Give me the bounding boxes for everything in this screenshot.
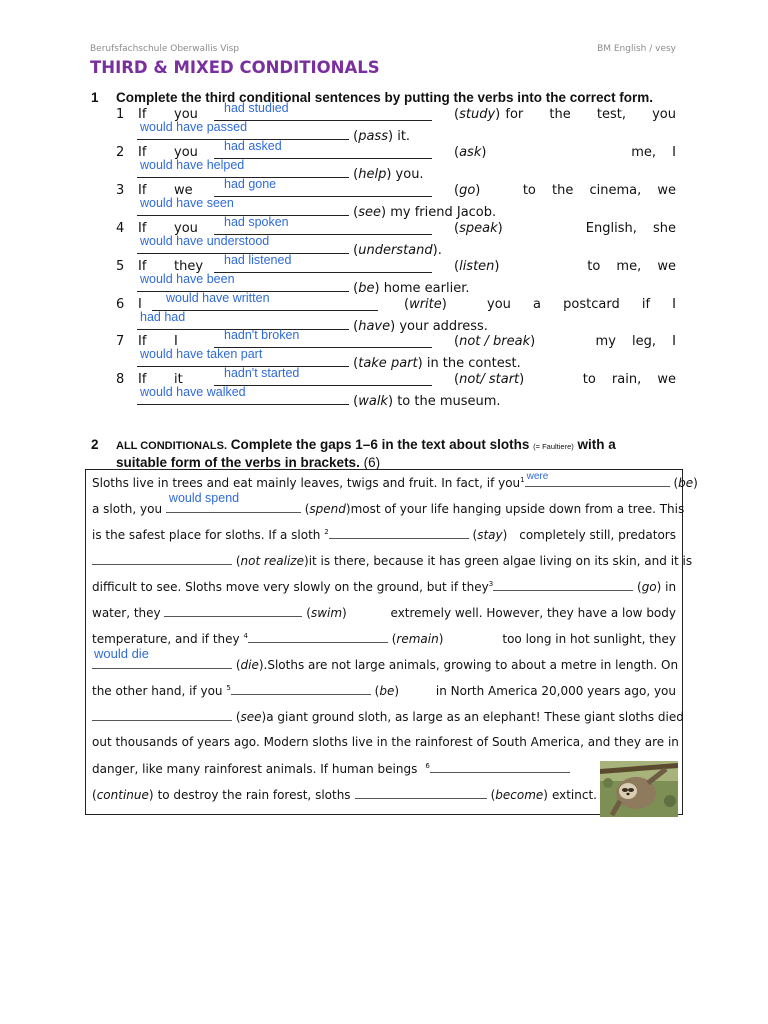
text-seg: is the safest place for sloths. If a sloth [92,528,321,542]
q2-instruction-end: with a [577,437,616,452]
text-line-1 [92,471,698,491]
gap-3: $^3$ (go) in [488,580,677,594]
verb-hint-text: see [358,205,381,220]
item-end: . [437,243,442,258]
item-subject: you [174,221,198,236]
text-seg: the other hand, if you [92,684,223,698]
answer-text[interactable]: had asked [224,139,282,153]
item-subject: you [174,145,198,160]
text-line-13 [92,787,597,803]
gap-6-line[interactable] [430,761,570,773]
item-number: 3 [116,183,125,198]
verb-hint-text: take part [358,356,418,371]
gap-realize[interactable] [92,553,232,565]
text-seg: water, they (swim) [92,606,347,620]
q2-instruction-line2 [116,455,380,470]
text-line-5 [92,579,676,595]
verb-hint: become [495,788,544,802]
verb-hint: (study) [454,107,501,122]
answer-blank-2[interactable] [137,347,349,367]
q2-points: (6) [363,455,381,470]
verb-hint-text: ask [459,145,482,160]
verb-hint: stay [477,528,503,542]
text-line-7 [92,631,676,647]
q2-instruction-line1 [116,437,616,452]
verb-hint: (ask) [454,145,487,160]
verb-hint: (go) [454,183,481,198]
verb-hint-text: write [409,297,442,312]
answer-blank-1[interactable] [152,291,378,311]
text-seg: extinct. [551,788,597,802]
school-name: Berufsfachschule Oberwallis Visp [90,44,240,54]
item-tail: for the test, you [505,107,676,122]
gap-number: 6 [425,762,430,770]
answer-text[interactable]: hadn't started [224,366,300,380]
item-word: If [138,221,147,236]
answer-blank-1[interactable] [214,253,432,273]
text-seg: (not realize) [92,553,309,568]
item-end: to the museum. [397,394,501,409]
verb-hint-text: not / break [459,334,531,349]
q1-item-line2: would have taken part (take part) in the contest. [137,353,521,371]
text-line-12 [92,761,597,777]
item-subject: you [174,107,198,122]
gap-1: $^1$ were (be) [520,471,698,490]
gap-number: 1 [520,476,525,484]
text-seg: completely still, predators [519,528,676,542]
item-word: I [138,297,142,312]
q1-instruction: Complete the third conditional sentences by putting the verbs into the correct form. [116,90,654,105]
answer-spend[interactable]: would spend [168,491,240,505]
verb-hint: (speak) [454,221,503,236]
verb-hint-text: not/ start [459,372,520,387]
answer-text[interactable]: had spoken [224,215,289,229]
verb-hint-text: be [358,281,375,296]
item-word: If [138,334,147,349]
q2-line2-text: suitable form of the verbs in brackets. [116,455,360,470]
text-seg: would die (die). [94,646,268,672]
verb-hint-text: have [358,319,391,334]
item-tail: to rain, we [582,372,676,387]
gap-4[interactable] [248,631,388,643]
text-seg: out thousands of years ago. Modern sloths live in the rainforest of South America, and they are in [92,735,679,749]
text-line-8 [92,646,679,673]
text-line-9 [92,683,676,699]
answer-text[interactable]: would have helped [140,158,245,172]
item-end: my friend Jacob. [390,205,497,220]
item-tail: you a postcard if I [487,297,676,312]
item-end: in the contest. [426,356,521,371]
q1-item-line2: would have been (be) home earlier. [137,278,470,296]
verb-hint-text: understand [358,243,433,258]
gap-number: 2 [324,528,329,536]
text-seg: a sloth, you would spend (spend) [92,491,351,516]
q1-item-line2: would have seen (see) my friend Jacob. [137,202,496,220]
verb-hint: die [240,658,259,672]
text-seg: a sloth, you [92,502,163,516]
item-tail: English, she [585,221,676,236]
gap-2[interactable] [329,527,469,539]
verb-hint: not realize [240,554,304,568]
text-line-3 [92,527,676,543]
text-seg: difficult to see. Sloths move very slowly on the ground, but if they [92,580,489,594]
verb-hint: continue [96,788,149,802]
text-line-2 [92,491,685,517]
text-seg: it is there, because it has green algae living on its skin, and it is [308,554,693,568]
gap-become[interactable] [355,787,487,799]
item-end: you. [395,167,424,182]
item-tail: my leg, I [595,334,676,349]
text-line-4 [92,553,693,569]
text-seg: danger, like many rainforest animals. If human beings [92,762,418,776]
item-subject: we [174,183,193,198]
verb-hint: (not/ start) [454,372,525,387]
item-subject: it [174,372,183,387]
text-seg: temperature, and if they [92,632,240,646]
item-number: 2 [116,145,125,160]
item-end: your address. [399,319,488,334]
text-seg: extremely well. However, they have a low body [390,606,676,620]
verb-hint: be [678,476,694,490]
gap-number: 4 [243,632,248,640]
text-seg: (see) [92,709,266,724]
item-number: 8 [116,372,125,387]
answer-text[interactable]: would have written [166,291,270,305]
answer-text[interactable]: would have taken part [140,347,263,361]
item-end: home earlier. [383,281,470,296]
item-number: 1 [116,107,125,122]
text-seg: water, they [92,606,161,620]
item-word: If [138,372,147,387]
text-line-11 [92,735,679,751]
text-seg: temperature, and if they $^4$ (remain) [92,632,444,646]
text-seg: in [665,580,677,594]
answer-blank-2[interactable] [137,385,349,405]
text-seg: (become) [490,788,548,802]
answer-gap-1[interactable]: were [526,471,549,482]
verb-hint-text: go [459,183,476,198]
answer-text[interactable]: had listened [224,253,292,267]
sloth-photo [600,761,678,817]
answer-text[interactable]: would have understood [140,234,270,248]
answer-text[interactable]: hadn't broken [224,328,300,342]
q1-item-line2: would have passed (pass) it. [137,126,410,144]
text-seg: to destroy the rain forest, sloths [157,788,351,802]
q2-instruction: Complete the gaps 1–6 in the text about sloths [230,437,530,452]
answer-die[interactable]: would die [94,646,149,661]
verb-hint: (listen) [454,259,500,274]
text-seg: most of your life hanging upside down from a tree. This [350,502,685,516]
item-tail: to me, we [587,259,676,274]
text-line-10 [92,709,684,725]
q1-item-line2: had had (have) your address. [137,316,488,334]
q2-label: ALL CONDITIONALS. [116,440,228,452]
answer-blank-1[interactable] [214,139,432,159]
verb-hint-text: speak [459,221,498,236]
gap-see[interactable] [92,709,232,721]
q2-number: 2 [91,437,99,452]
item-word: If [138,107,147,122]
q1-number: 1 [91,90,99,105]
text-seg: Sloths are not large animals, growing to about a metre in length. On [267,658,679,672]
verb-hint-text: listen [459,259,495,274]
answer-blank-1[interactable] [214,177,432,197]
item-tail: me, I [631,145,676,160]
answer-blank-2[interactable] [137,196,349,216]
text-seg: the other hand, if you $^5$ (be) [92,684,400,698]
q1-item-line2: would have understood (understand). [137,240,442,258]
verb-hint: (not / break) [454,334,536,349]
q1-item-line1 [116,291,676,315]
verb-hint-text: walk [358,394,388,409]
answer-text[interactable]: would have passed [140,120,248,134]
gap-swim[interactable] [164,605,302,617]
verb-hint-text: study [459,107,496,122]
sloth-text-box [85,469,698,815]
text-line-6 [92,605,676,621]
answer-blank-1[interactable] [214,366,432,386]
item-word: If [138,145,147,160]
text-seg: a giant ground sloth, as large as an elephant! These giant sloths died [266,710,684,724]
answer-blank-1[interactable] [214,101,432,121]
item-word: If [138,183,147,198]
text-seg: too long in hot sunlight, they [502,632,676,646]
gap-number: 3 [488,580,494,588]
answer-blank-1[interactable] [214,215,432,235]
answer-text[interactable]: would have seen [140,196,234,210]
verb-hint: see [240,710,262,724]
answer-text[interactable]: had studied [224,101,289,115]
item-word: If [138,259,147,274]
verb-hint-text: help [358,167,387,182]
text-seg: Sloths live in trees and eat mainly leaves, twigs and fruit. In fact, if you [92,476,521,490]
verb-hint: spend [309,502,346,516]
answer-text[interactable]: had gone [224,177,277,191]
answer-text[interactable]: would have walked [140,385,246,399]
q1-item-line2: would have walked (walk) to the museum. [137,391,501,409]
item-number: 4 [116,221,125,236]
q2-gloss: (= Faultiere) [533,442,574,451]
gap-5[interactable] [231,683,371,695]
verb-hint: (write) [404,297,447,312]
verb-hint: be [379,684,395,698]
gap-number: 5 [226,684,231,692]
gap-3-line[interactable] [493,579,633,591]
text-seg: is the safest place for sloths. If a sloth $^2$ (stay) [92,528,508,542]
answer-text[interactable]: would have been [140,272,235,286]
answer-text[interactable]: had had [140,310,186,324]
answer-blank-1[interactable] [214,328,432,348]
verb-hint-text: pass [358,129,388,144]
text-seg: in North America 20,000 years ago, you [435,684,676,698]
gap-6 [425,761,569,776]
text-seg: (continue) [92,788,154,802]
item-number: 6 [116,297,125,312]
item-number: 5 [116,259,125,274]
item-subject: they [174,259,204,274]
page-title: THIRD & MIXED CONDITIONALS [90,58,380,77]
verb-hint: remain [396,632,439,646]
item-number: 7 [116,334,125,349]
item-tail: to the cinema, we [522,183,676,198]
item-end: it. [397,129,411,144]
verb-hint: go [641,580,657,594]
course-label: BM English / vesy [597,44,676,54]
q1-item-line2: would have helped (help) you. [137,164,424,182]
verb-hint: swim [310,606,343,620]
item-subject: I [174,334,178,349]
